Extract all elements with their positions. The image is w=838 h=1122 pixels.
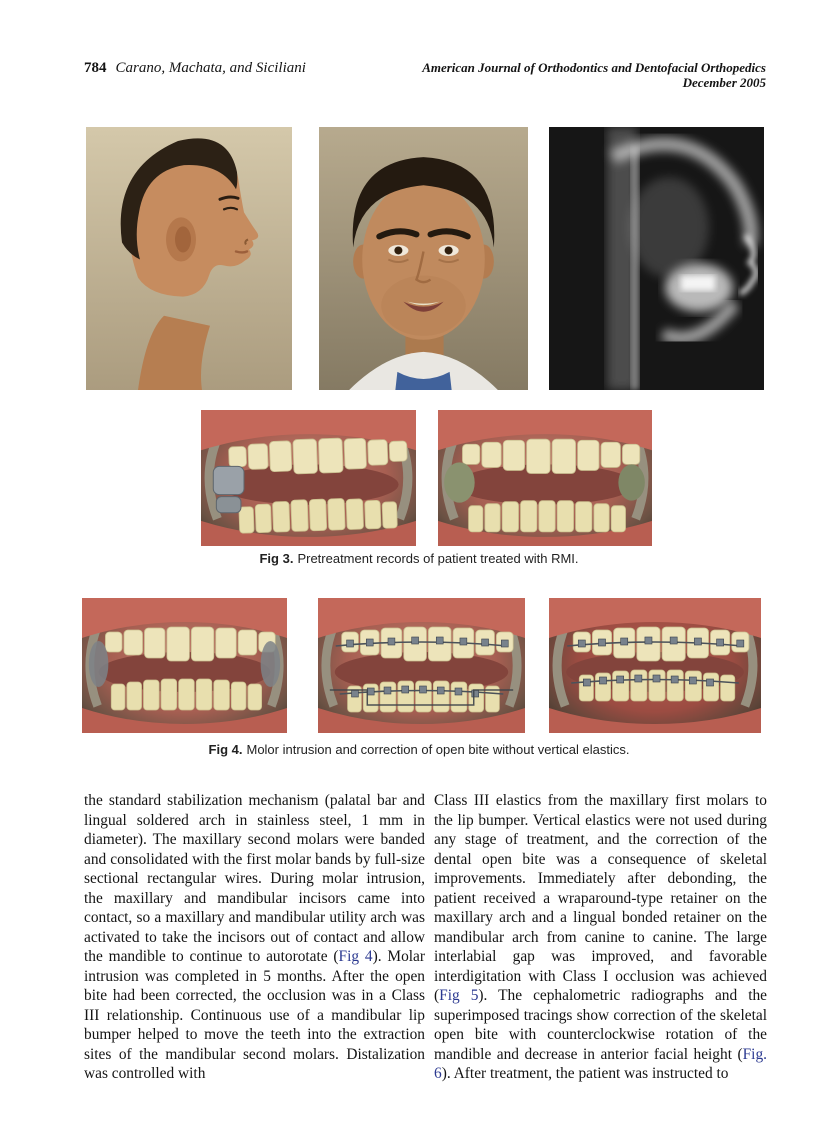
body-right-text-mid: ). The cephalometric radiographs and the superimposed tracings show correction of the skeletal open bite with counterclockwise rotation of the mandible and decrease in anterior facial height ( [434, 987, 767, 1063]
fig4-intraoral-stage2 [318, 598, 525, 733]
journal-name: American Journal of Orthodontics and Dentofacial Orthopedics [422, 60, 766, 75]
fig3-caption [0, 551, 838, 566]
journal-issue: December 2005 [682, 75, 766, 90]
running-head-right [422, 60, 766, 90]
fig4-intraoral-stage1 [82, 598, 287, 733]
fig4-link[interactable]: Fig 4 [338, 948, 373, 965]
fig5-link[interactable]: Fig 5 [439, 987, 479, 1004]
body-column-right [434, 791, 767, 1084]
fig6-link[interactable]: Fig. 6 [434, 1045, 767, 1082]
page-number: 784 [84, 60, 107, 76]
body-right-text: Class III elastics from the maxillary first molars to the lip bumper. Vertical elastics were not used during any stage of treatment, and the correction of the dental open bite was a consequence of skeletal improvements. Immediately after debonding, the patient received a wraparound-type retainer on the maxillary arch and a lingual bonded retainer on the mandibular arch from canine to canine. The large interlabial gap was improved, and favorable interdigitation with Class I occlusion was achieved ( [434, 792, 767, 1004]
fig3-intraoral-frontal [438, 410, 652, 546]
body-column-left [84, 791, 425, 1084]
fig4-intraoral-stage3 [549, 598, 761, 733]
running-authors: Carano, Machata, and Siciliani [115, 60, 306, 76]
fig3-caption-text: Pretreatment records of patient treated with RMI. [297, 551, 579, 566]
fig3-caption-label: Fig 3. [259, 551, 294, 566]
fig4-caption-label: Fig 4. [208, 742, 243, 757]
body-left-text: the standard stabilization mechanism (palatal bar and lingual soldered arch in stainless steel, 1 mm in diameter). The maxillary second molars were banded and consolidated with the first molar bands by full-size sectional rectangular wires. During molar intrusion, the maxillary and mandibular incisors came into contact, so a maxillary and mandibular utility arch was activated to take the incisors out of contact and allow the mandible to continue to autorotate ( [84, 792, 425, 965]
fig4-caption-text: Molor intrusion and correction of open bite without vertical elastics. [246, 742, 630, 757]
fig3-photo-profile [86, 127, 292, 390]
body-left-text-cont: ). Molar intrusion was completed in 5 months. After the open bite had been corrected, the occlusion was in a Class III relationship. Continuous use of a mandibular lip bumper helped to move the teeth into the extraction sites of the mandibular second molars. Distalization was controlled with [84, 948, 425, 1082]
body-right-text-cont: ). After treatment, the patient was instructed to [441, 1065, 729, 1082]
fig3-intraoral-lateral [201, 410, 416, 546]
fig3-photo-ceph-xray [549, 127, 764, 390]
running-head-left [84, 60, 306, 77]
fig3-photo-frontal [319, 127, 528, 390]
fig4-caption [0, 742, 838, 757]
